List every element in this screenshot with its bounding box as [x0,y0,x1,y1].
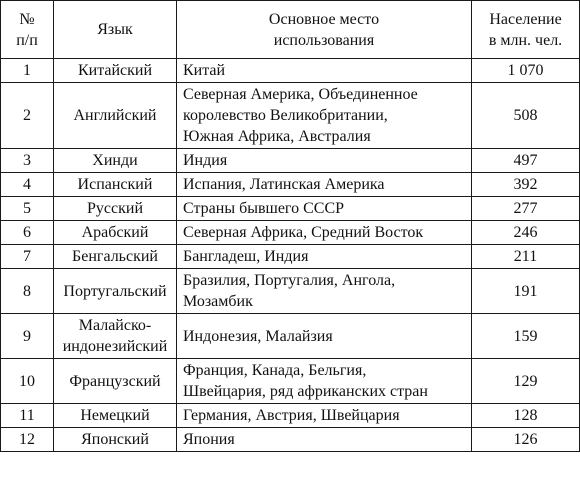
table-row [1,428,580,452]
row-language: Английский [54,83,177,149]
row-place-line: Мозамбик [183,293,253,310]
row-population: 128 [472,404,580,428]
row-number: 8 [1,269,54,314]
header-row [1,1,580,59]
row-place: Бангладеш, Индия [177,245,472,269]
row-place: Индонезия, Малайзия [177,314,472,359]
table-row [1,359,580,404]
header-place [177,1,472,59]
row-place-line: королевство Великобритании, [183,107,388,124]
header-place-line2: использования [273,31,375,49]
row-place: Страны бывшего СССР [177,197,472,221]
row-number: 5 [1,197,54,221]
row-population: 277 [472,197,580,221]
row-place [177,359,472,404]
table-row [1,404,580,428]
row-language-line: Малайско- [78,317,152,334]
row-language: Немецкий [54,404,177,428]
table-row [1,245,580,269]
row-place: Северная Африка, Средний Восток [177,221,472,245]
table-row [1,173,580,197]
row-number: 12 [1,428,54,452]
row-place: Япония [177,428,472,452]
row-population: 392 [472,173,580,197]
header-population-line2: в млн. чел. [488,31,563,49]
row-place: Испания, Латинская Америка [177,173,472,197]
table-row [1,149,580,173]
table-row [1,269,580,314]
row-number: 7 [1,245,54,269]
row-place-line: Франция, Канада, Бельгия, [183,362,367,379]
header-number-line1: № [19,10,35,28]
row-population: 159 [472,314,580,359]
row-population: 126 [472,428,580,452]
row-number: 10 [1,359,54,404]
row-language: Хинди [54,149,177,173]
row-language-line: индонезийский [62,338,168,355]
row-population: 211 [472,245,580,269]
row-place: Индия [177,149,472,173]
row-language: Французский [54,359,177,404]
row-language: Японский [54,428,177,452]
row-language: Испанский [54,173,177,197]
row-population: 497 [472,149,580,173]
row-place: Германия, Австрия, Швейцария [177,404,472,428]
row-language: Португальский [54,269,177,314]
row-number: 11 [1,404,54,428]
row-population: 508 [472,83,580,149]
table-row [1,221,580,245]
row-language [54,314,177,359]
table-row [1,197,580,221]
row-population: 191 [472,269,580,314]
row-language: Бенгальский [54,245,177,269]
row-population: 1 070 [472,59,580,83]
row-number: 3 [1,149,54,173]
row-population: 129 [472,359,580,404]
header-population [472,1,580,59]
table-row [1,314,580,359]
row-number: 6 [1,221,54,245]
row-place: Китай [177,59,472,83]
row-number: 2 [1,83,54,149]
row-place [177,269,472,314]
row-place-line: Бразилия, Португалия, Ангола, [183,272,396,289]
row-population: 246 [472,221,580,245]
table-row [1,83,580,149]
header-language: Язык [54,1,177,59]
header-number [1,1,54,59]
header-number-line2: п/п [16,31,38,49]
row-place-line: Швейцария, ряд африканских стран [183,383,428,400]
row-language: Русский [54,197,177,221]
header-population-line1: Население [489,10,562,28]
table-row [1,59,580,83]
row-place [177,83,472,149]
row-place-line: Северная Америка, Объединенное [183,86,418,103]
header-place-line1: Основное место [268,10,380,28]
row-language: Китайский [54,59,177,83]
row-language: Арабский [54,221,177,245]
row-number: 9 [1,314,54,359]
row-number: 4 [1,173,54,197]
row-place-line: Южная Африка, Австралия [183,128,371,145]
row-number: 1 [1,59,54,83]
